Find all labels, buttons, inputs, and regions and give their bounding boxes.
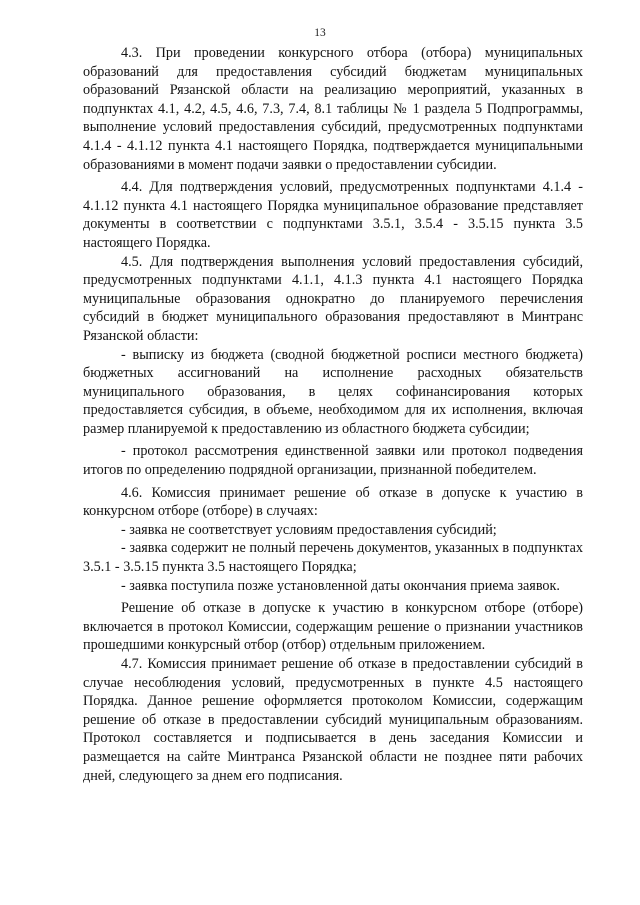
paragraph-refusal-decision: Решение об отказе в допуске к участию в конкурсном отборе (отборе) включается в протокол Комиссии, содержащим решение о признании участников прошедшими конкурсный отбор (отбор) отдельным приложением. — [83, 600, 583, 654]
list-item-protocol: - протокол рассмотрения единственной заявки или протокол подведения итогов по определению подрядной организации, признанной победителем. — [83, 443, 583, 479]
list-item-nonconforming: - заявка не соответствует условиям предоставления субсидий; — [121, 521, 497, 538]
paragraph-4-6: 4.6. Комиссия принимает решение об отказе в допуске к участию в конкурсном отборе (отборе) в случаях: — [83, 484, 583, 520]
paragraph-4-4: 4.4. Для подтверждения условий, предусмотренных подпунктами 4.1.4 - 4.1.12 пункта 4.1 настоящего Порядка муниципальное образование представляет документы в соответствии с подпунктами 3.5.1, 3.5.4 - 3.5.15 пункта 3.5 настоящего Порядка. — [83, 179, 583, 251]
document-body — [83, 44, 583, 785]
paragraph-4-7: 4.7. Комиссия принимает решение об отказе в предоставлении субсидий в случае несоблюдения условий, предусмотренных в пункте 4.5 настоящего Порядка. Данное решение оформляется протоколом Комиссии, содержащим решение об отказе в предоставлении субсидий муниципальным образованиям. Протокол составляется и подписывается в день заседания Комиссии и размещается на сайте Минтранса Рязанской области не позднее пяти рабочих дней, следующего за днем его подписания. — [83, 656, 583, 784]
paragraph-4-5: 4.5. Для подтверждения выполнения условий предоставления субсидий, предусмотренных подпунктами 4.1.1, 4.1.3 пункта 4.1 настоящего Порядка муниципальные образования однократно до планируемого перечисления субсидий в бюджет муниципального образования предоставляют в Минтранс Рязанской области: — [83, 253, 583, 344]
list-item-late-submission: - заявка поступила позже установленной даты окончания приема заявок. — [121, 577, 560, 594]
list-item-budget-extract: - выписку из бюджета (сводной бюджетной росписи местного бюджета) бюджетных ассигнований на исполнение расходных обязательств муниципального образования, в целях софинансирования которых предоставляется субсидия, в объеме, необходимом для их исполнения, включая размер планируемой к предоставлению из областного бюджета субсидии; — [83, 346, 583, 437]
paragraph-4-3: 4.3. При проведении конкурсного отбора (отбора) муниципальных образований для предоставления субсидий бюджетам муниципальных образований Рязанской области на реализацию мероприятий, указанных в подпунктах 4.1, 4.2, 4.5, 4.6, 7.3, 7.4, 8.1 таблицы № 1 раздела 5 Подпрограммы, выполнение условий предоставления субсидий, предусмотренных подпунктами 4.1.4 - 4.1.12 пункта 4.1 настоящего Порядка, подтверждается муниципальными образованиями в момент подачи заявки о предоставлении субсидии. — [83, 45, 583, 173]
page-number: 13 — [314, 27, 326, 39]
list-item-incomplete-docs: - заявка содержит не полный перечень документов, указанных в подпунктах 3.5.1 - 3.5.15 пункта 3.5 настоящего Порядка; — [83, 540, 583, 576]
